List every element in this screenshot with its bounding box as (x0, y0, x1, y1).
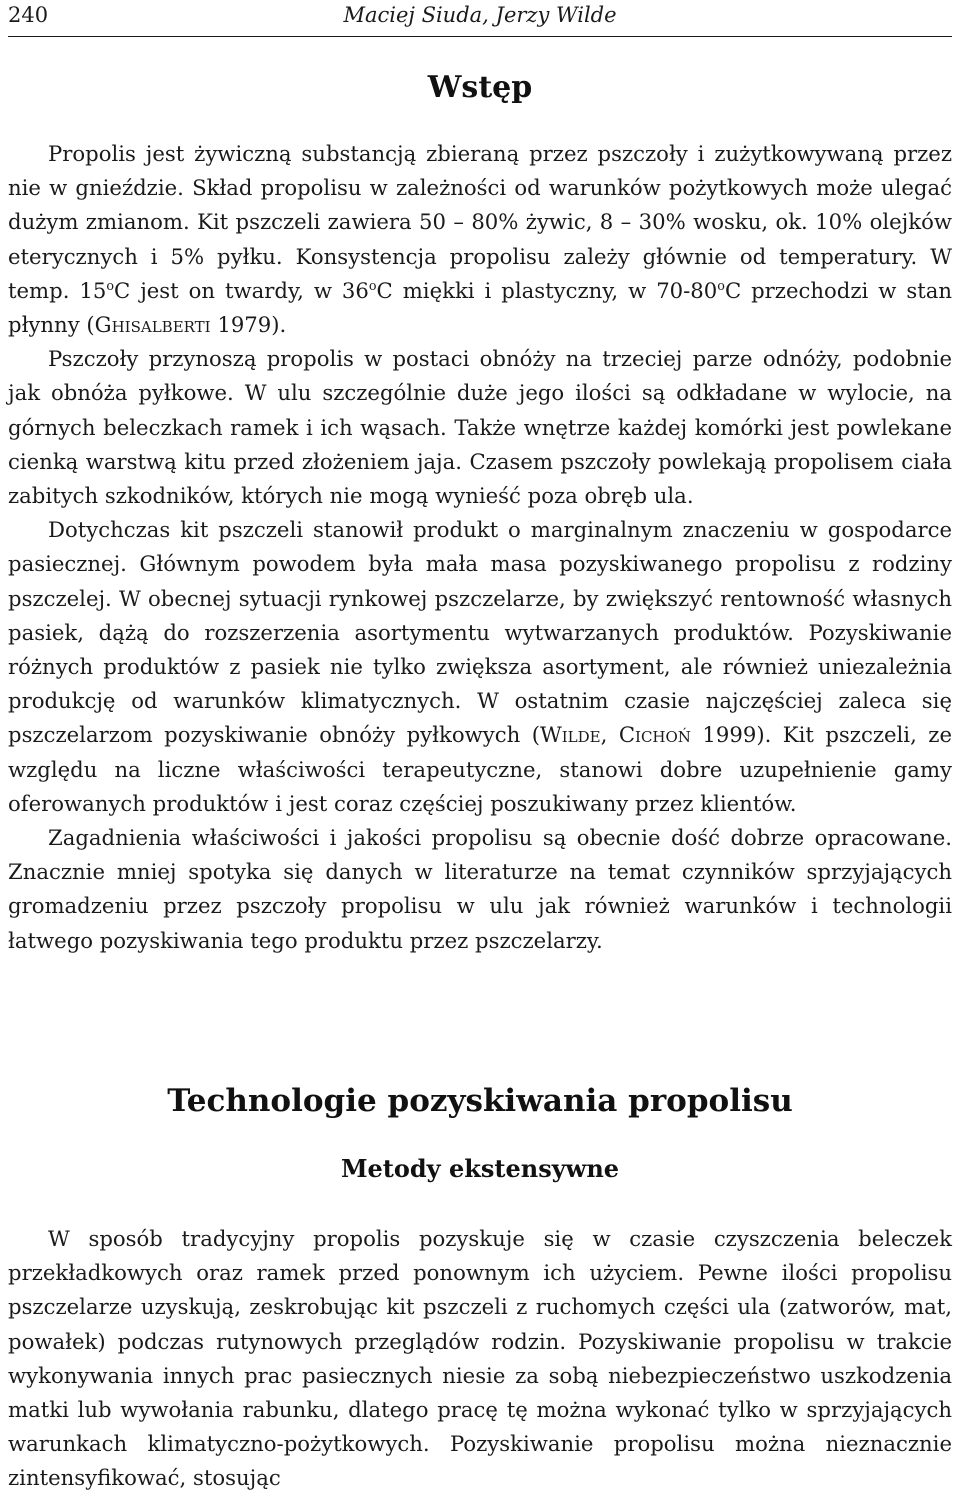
section-heading-technologie: Technologie pozyskiwania propolisu (167, 1083, 793, 1119)
running-title: Maciej Siuda, Jerzy Wilde (343, 3, 617, 27)
intro-paragraph-3: Dotychczas kit pszczeli stanowił produkt o marginalnym znaczeniu w gospodarce pasiecznej. Głównym powodem była mała masa pozyskiwanego propolisu z rodziny pszczelej. W obecnej sytuacji rynkowej pszczelarze, by zwiększyć rentowność własnych pasiek, dążą do rozszerzenia asortymentu wytwarzanych produktów. Pozyskiwanie różnych produktów z pasiek nie tylko zwiększa asortyment, ale również uniezależnia produkcję od warunków klimatycznych. W ostatnim czasie najczęściej zaleca się pszczelarzom pozyskiwanie obnóży pyłkowych (Wilde, Cichoń 1999). Kit pszczeli, ze względu na liczne właściwości terapeutyczne, stanowi dobre uzupełnienie gamy oferowanych produktów i jest coraz częściej poszukiwany przez klientów. (8, 517, 952, 816)
section-heading-wstep: Wstęp (427, 70, 533, 105)
intro-text (8, 137, 952, 958)
metody-paragraph-1: W sposób tradycyjny propolis pozyskuje się w czasie czyszczenia beleczek przekładkowych oraz ramek przed ponownym ich użyciem. Pewne ilości propolisu pszczelarze uzyskują, zeskrobując kit pszczeli z ruchomych części ula (zatworów, mat, powałek) podczas rutynowych przeglądów rodzin. Pozyskiwanie propolisu w trakcie wykonywania innych prac pasiecznych niesie za sobą niebezpieczeństwo uszkodzenia matki lub wywołania rabunku, dlatego pracę tę można wykonać tylko w sprzyjających warunkach klimatyczno-pożytkowych. Pozyskiwanie propolisu można nieznacznie zintensyfikować, stosując (8, 1226, 952, 1491)
intro-paragraph-2: Pszczoły przynoszą propolis w postaci obnóży na trzeciej parze odnóży, podobnie jak obnóża pyłkowe. W ulu szczególnie duże jego ilości są odkładane w wylocie, na górnych beleczkach ramek i ich wąsach. Także wnętrze każdej komórki jest powlekane cienką warstwą kitu przed złożeniem jaja. Czasem pszczoły powlekają propolisem ciała zabitych szkodników, których nie mogą wynieść poza obręb ula. (8, 346, 952, 509)
subsection-heading-metody: Metody ekstensywne (340, 1154, 620, 1183)
page-number: 240 (8, 3, 49, 27)
citation-cichon: Cichoń (618, 722, 691, 748)
intro-paragraph-4: Zagadnienia właściwości i jakości propolisu są obecnie dość dobrze opracowane. Znacznie mniej spotyka się danych w literaturze na temat czynników sprzyjających gromadzeniu przez pszczoły propolisu w ulu jak również warunków i technologii łatwego pozyskiwania tego produktu przez pszczelarzy. (8, 825, 952, 953)
citation-wilde: Wilde (539, 722, 601, 748)
intro-paragraph-1: Propolis jest żywiczną substancją zbieraną przez pszczoły i zużytkowywaną przez nie w gnieździe. Skład propolisu w zależności od warunków pożytkowych może ulegać dużym zmianom. Kit pszczeli zawiera 50 – 80% żywic, 8 – 30% wosku, ok. 10% olejków eterycznych i 5% pyłku. Konsystencja propolisu zależy głównie od temperatury. W temp. 15$^o$C jest on twardy, w 36$^o$C miękki i plastyczny, w 70-80$^o$C przechodzi w stan płynny (Ghisalberti 1979). (8, 141, 952, 338)
metody-text (8, 1222, 952, 1496)
running-header (8, 0, 952, 37)
citation-ghisalberti: Ghisalberti (94, 312, 211, 338)
